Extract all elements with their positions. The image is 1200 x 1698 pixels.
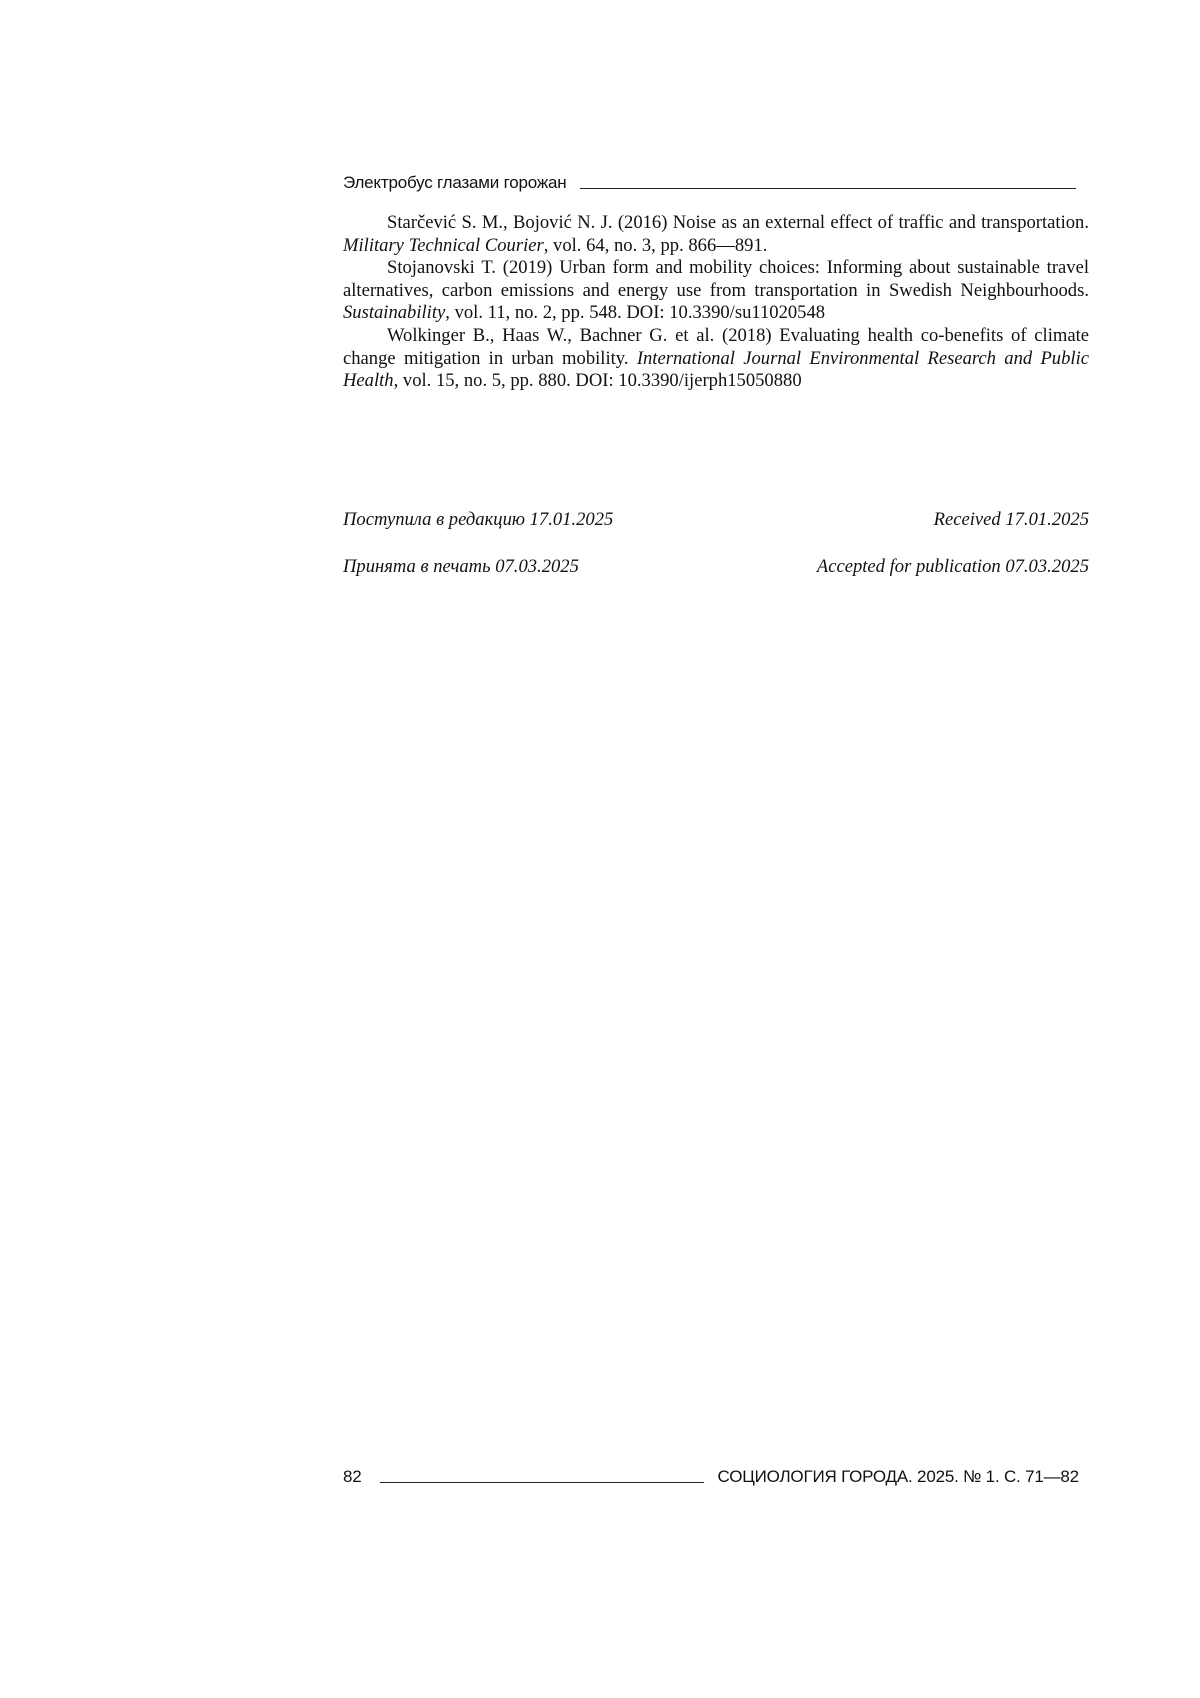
accepted-dates [343,556,1089,578]
accepted-date-ru: Принята в печать 07.03.2025 [343,556,579,577]
page-number: 82 [343,1467,362,1486]
journal-citation: СОЦИОЛОГИЯ ГОРОДА. 2025. № 1. С. 71—82 [717,1467,1079,1486]
footer-rule [380,1482,704,1483]
reference-journal: International Journal Environmental Research and Public Health [343,347,1089,392]
reference-text: Stojanovski T. (2019) Urban form and mobility choices: Informing about sustainable travel alternatives, carbon emissions and energy use from transportation in Swedish Neighbourhoods. [343,257,1089,301]
reference-item [343,212,1089,257]
running-header [343,173,1080,193]
reference-details: , vol. 11, no. 2, pp. 548. DOI: 10.3390/su11020548 [445,302,826,324]
reference-item [343,325,1089,393]
running-title: Электробус глазами горожан [343,173,567,192]
reference-details: , vol. 64, no. 3, pp. 866—891. [543,234,768,256]
page-footer [343,1467,1080,1487]
accepted-date-en: Accepted for publication 07.03.2025 [816,556,1089,577]
header-rule [580,188,1076,189]
reference-text: Wolkinger B., Haas W., Bachner G. et al. (2018) Evaluating health co-benefits of climate change mitigation in urban mobility. [343,324,1089,369]
reference-journal: Military Technical Courier [343,234,544,256]
received-date-en: Received 17.01.2025 [933,509,1089,530]
reference-text: Starčević S. M., Bojović N. J. (2016) Noise as an external effect of traffic and transportation. [387,212,1089,233]
reference-item [343,257,1089,325]
reference-details: , vol. 15, no. 5, pp. 880. DOI: 10.3390/ijerph15050880 [393,370,802,392]
reference-list [343,212,1089,393]
received-date-ru: Поступила в редакцию 17.01.2025 [343,509,614,530]
reference-journal: Sustainability [343,302,446,324]
received-dates [343,509,1089,531]
